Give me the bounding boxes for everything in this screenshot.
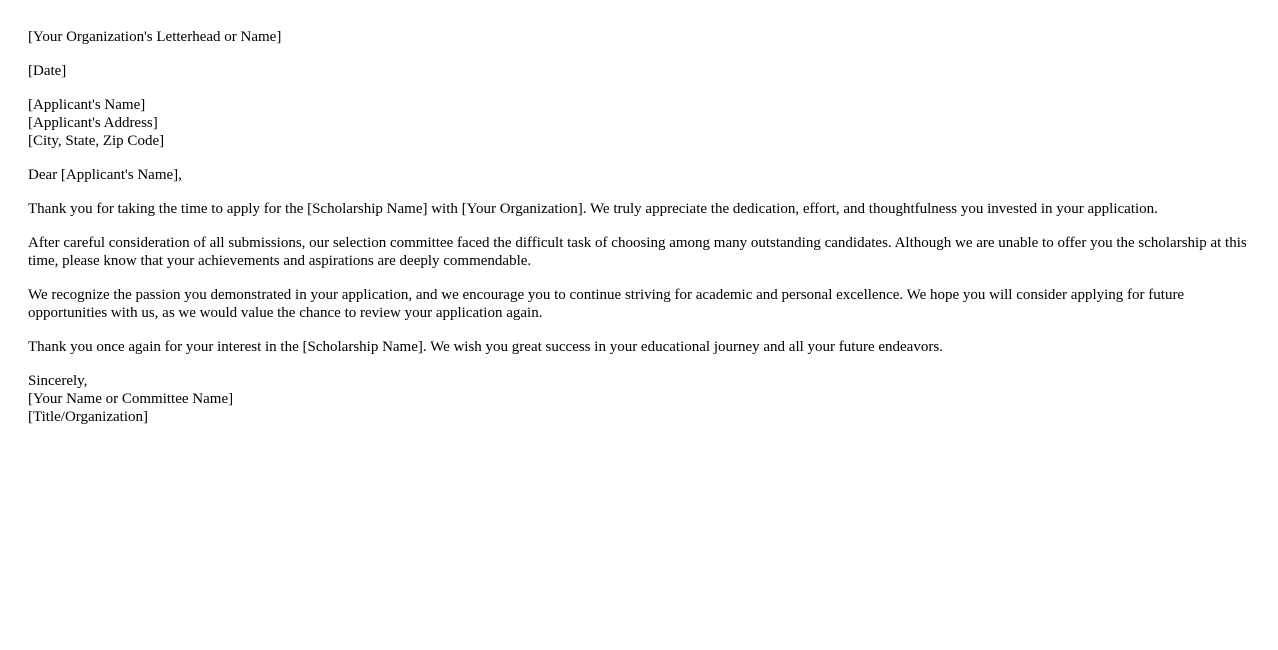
salutation (28, 166, 1250, 184)
recipient-city-state-zip: [City, State, Zip Code] (28, 133, 165, 149)
signer-title: [Title/Organization] (28, 409, 148, 425)
date-text: [Date] (28, 63, 67, 79)
body-paragraph-4: Thank you once again for your interest in the [Scholarship Name]. We wish you great success in your educational journey and all your future endeavors. (28, 339, 943, 355)
letter-document (28, 28, 1250, 442)
body-paragraph-3: We recognize the passion you demonstrated in your application, and we encourage you to continue striving for academic and personal excellence. We hope you will consider applying for future opportunities with us, as we would value the chance to review your application again. (28, 287, 1185, 321)
letterhead-text: [Your Organization's Letterhead or Name] (28, 29, 282, 45)
closing-block (28, 372, 1250, 426)
salutation-text: Dear [Applicant's Name], (28, 167, 182, 183)
signer-name: [Your Name or Committee Name] (28, 391, 234, 407)
letter-date (28, 62, 1250, 80)
body-paragraph-2: After careful consideration of all submissions, our selection committee faced the difficult task of choosing among many outstanding candidates. Although we are unable to offer you the scholarship at this time, please know that your achievements and aspirations are deeply commendable. (28, 235, 1247, 269)
recipient-address-block (28, 96, 1250, 150)
valediction: Sincerely, (28, 373, 88, 389)
body-paragraph-1: Thank you for taking the time to apply for the [Scholarship Name] with [Your Organization]. We truly appreciate the dedication, effort, and thoughtfulness you invested in your application. (28, 201, 1158, 217)
recipient-name: [Applicant's Name] (28, 97, 146, 113)
recipient-address: [Applicant's Address] (28, 115, 158, 131)
letterhead (28, 28, 1250, 46)
